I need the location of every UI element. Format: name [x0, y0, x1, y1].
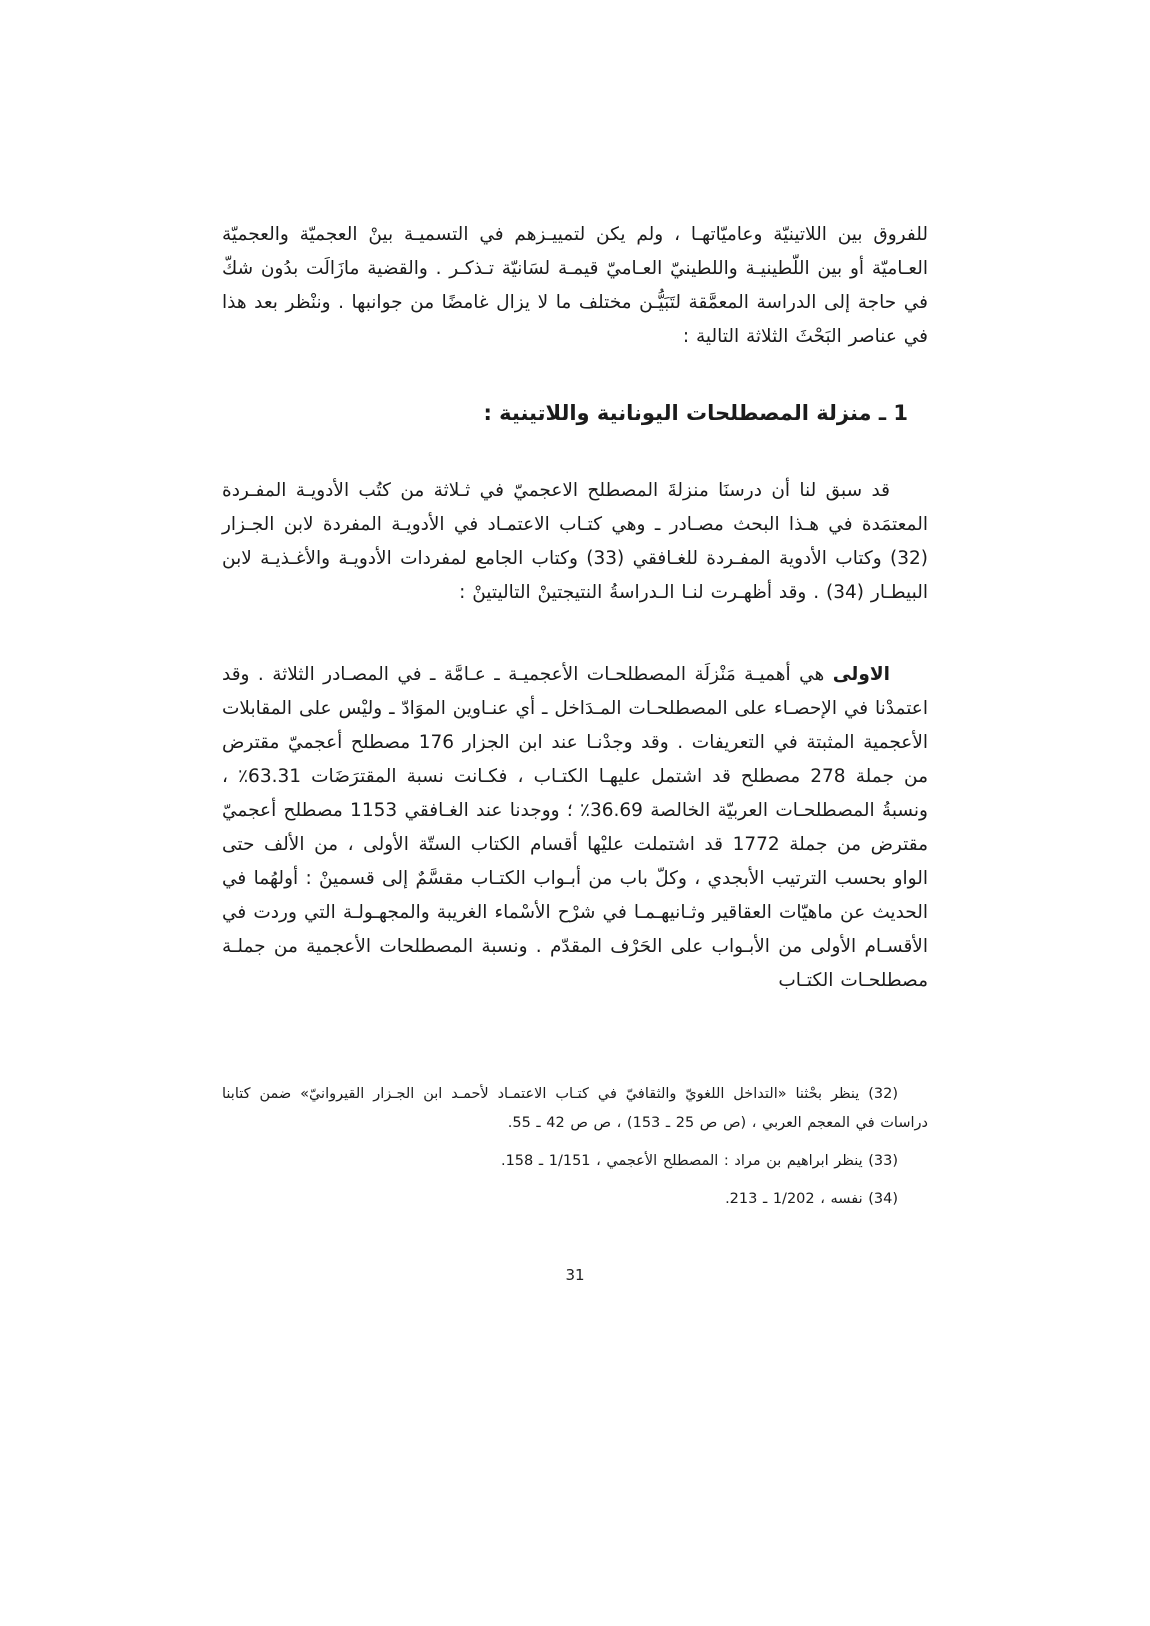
footnote-33: (33) ينظر ابراهيم بن مراد : المصطلح الأعجمي ، 1/151 ـ 158.	[500, 1153, 898, 1169]
text-column	[222, 0, 928, 1284]
paragraph-continuation: للفروق بين اللاتينيّة وعاميّاتهـا ، ولم يكن لتمييـزهم في التسميـة بينْ العجميّة والعجميّة العـاميّة أو بين اللّطينيـة واللطينيّ العـاميّ قيمـة لسَانيّة تـذكـر . والقضية مازَالَت بدُون شكّ في حاجة إلى الدراسة المعمَّقة لتَبَيُّـن مختلف ما لا يزال غامضًا من جوانبها . وننْظر بعد هذا في عناصر البَحْثَ الثلاثة التالية :	[222, 224, 928, 347]
paragraph-study-sources: قد سبق لنا أن درسنَا منزلةَ المصطلح الاعجميّ في ثـلاثة من كتُب الأدويـة المفـردة المعتمَدة في هـذا البحث مصـادر ـ وهي كتـاب الاعتمـاد في الأدويـة المفردة لابن الجـزار (32) وكتاب الأدوية المفـردة للغـافقي (33) وكتاب الجامع لمفردات الأدويـة والأغـذيـة لابن البيطـار (34) . وقد أظهـرت لنـا الـدراسةُ النتيجتينْ التاليتينْ :	[222, 480, 928, 603]
paragraph-first-result-text: هي أهميـة مَنْزلَة المصطلحـات الأعجميـة ـ عـامَّة ـ في المصـادر الثلاثة . وقد اعتمدْنا في الإحصـاء على المصطلحـات المـدَاخل ـ أي عنـاوين الموَادّ ـ وليْس على المقابلات الأعجمية المثبتة في التعريفات . وقد وجدْنـا عند ابن الجزار 176 مصطلح أعجميّ مقترض من جملة 278 مصطلح قد اشتمل عليهـا الكتـاب ، فكـانت نسبة المقترَضَات 63.31٪ ، ونسبةُ المصطلحـات العربيّة الخالصة 36.69٪ ؛ ووجدنا عند الغـافقي 1153 مصطلح أعجميّ مقترض من جملة 1772 قد اشتملت عليْها أقسام الكتاب الستّة الأولى ، من الألف حتى الواو بحسب الترتيب الأبجدي ، وكلّ باب من أبـواب الكتـاب مقسَّمٌ إلى قسمينْ : أولهُما في الحديث عن ماهيّات العقاقير وثـانيهـمـا في شرْح الأسْماء الغريبة والمجهـولـة التي وردت في الأقسـام الأولى من الأبـواب على الحَرْف المقدّم . ونسبة المصطلحات الأعجمية من جملـة مصطلحـات الكتـاب	[222, 664, 929, 991]
footnote-34: (34) نفسه ، 1/202 ـ 213.	[725, 1191, 898, 1207]
footnote-32: (32) ينظر بحْثنا «التداخل اللغويّ والثقافيّ في كتـاب الاعتمـاد لأحمـد ابن الجـزار القيروانيّ» ضمن كتابنا دراسات في المعجم العربي ، (ص ص 25 ـ 153) ، ص ص 42 ـ 55.	[222, 1086, 928, 1131]
paragraph-first-result	[222, 658, 928, 998]
section-heading: 1 ـ منزلة المصطلحات اليونانية واللاتينية :	[483, 401, 908, 425]
page-number: 31	[565, 1266, 585, 1284]
paragraph-lead-word: الاولى	[832, 664, 890, 685]
footnotes-section	[222, 1080, 928, 1214]
